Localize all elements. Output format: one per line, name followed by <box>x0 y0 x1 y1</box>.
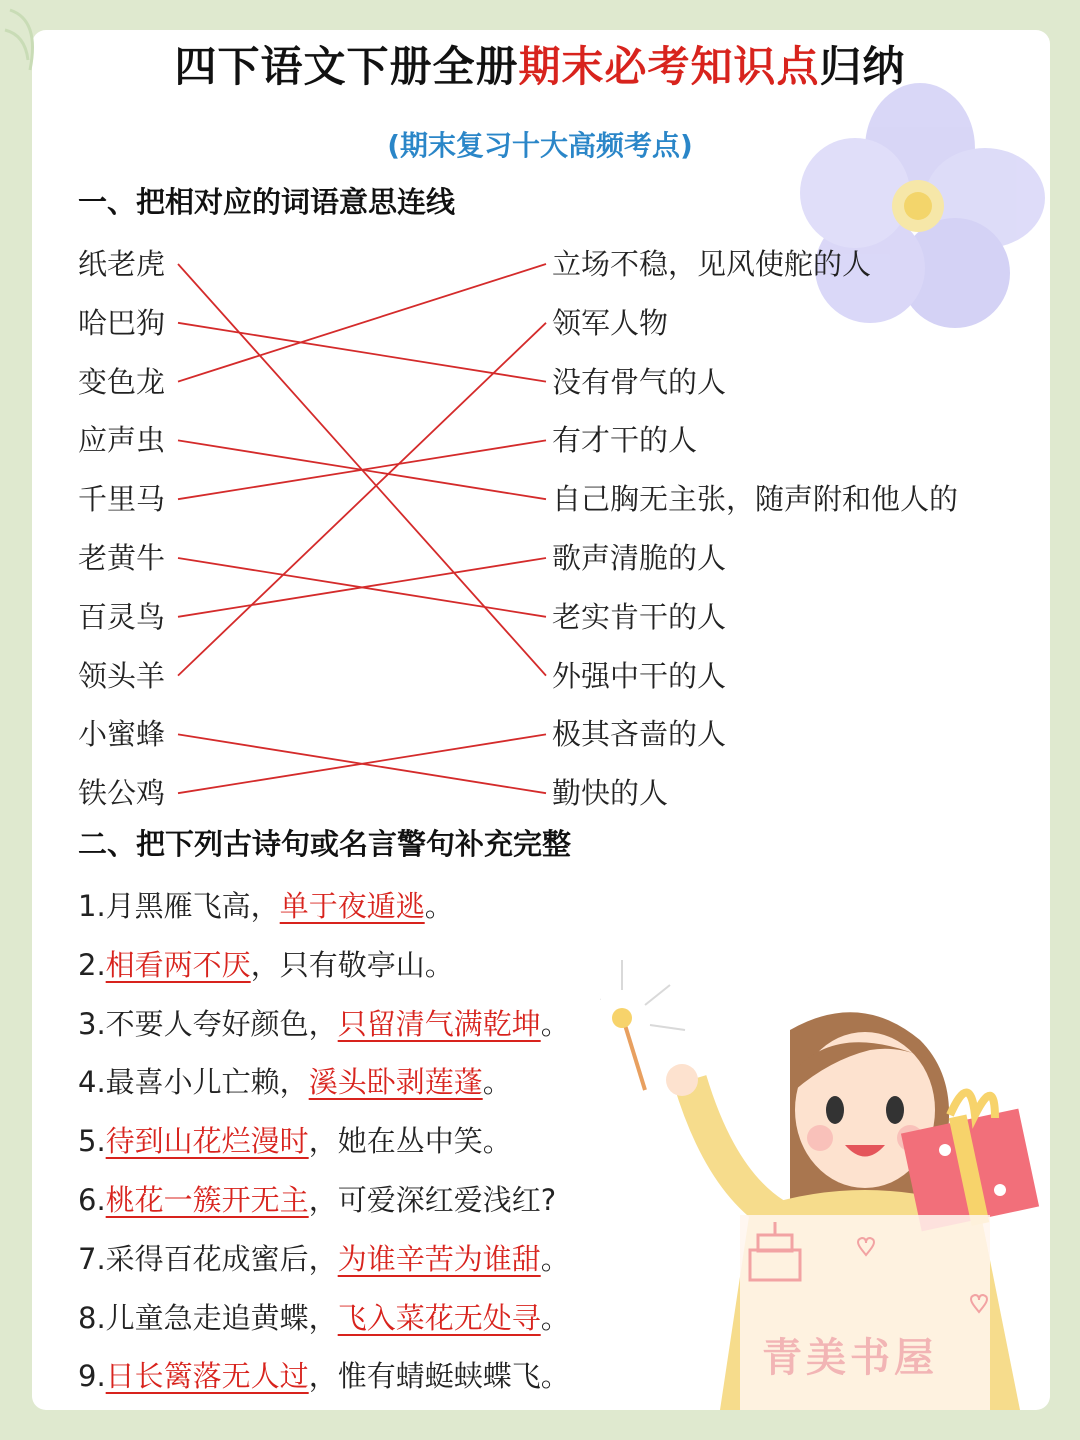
answer-text: 单于夜遁逃 <box>279 889 425 923</box>
answer-text: 待到山花烂漫时 <box>105 1124 309 1159</box>
verse-text: ，只有敬亭山。 <box>250 947 454 982</box>
verse-item <box>78 1062 512 1102</box>
left-word: 铁公鸡 <box>78 776 166 811</box>
right-meaning: 没有骨气的人 <box>552 364 727 399</box>
left-word: 百灵鸟 <box>78 599 166 634</box>
verse-number: 6. <box>78 1183 106 1217</box>
verse-text: 不要人夸好颜色， <box>105 1006 338 1041</box>
page-title: 四下语文下册全册期末必考知识点归纳 <box>174 42 906 91</box>
left-word: 领头羊 <box>78 658 166 693</box>
verse-text: 儿童急走追黄蝶， <box>105 1300 338 1335</box>
verse-number: 2. <box>78 947 106 982</box>
verse-item <box>78 1004 570 1044</box>
answer-text: 桃花一簇开无主 <box>105 1183 309 1217</box>
right-meaning: 歌声清脆的人 <box>552 541 727 575</box>
left-word: 老黄牛 <box>78 541 166 575</box>
verse-number: 5. <box>78 1124 106 1159</box>
right-meaning: 老实肯干的人 <box>552 599 727 634</box>
verse-text: 采得百花成蜜后， <box>105 1241 338 1276</box>
right-meaning: 极其吝啬的人 <box>552 717 727 752</box>
verse-text: ，她在丛中笑。 <box>308 1124 512 1159</box>
left-word: 小蜜蜂 <box>78 717 166 752</box>
left-word: 纸老虎 <box>78 247 166 281</box>
verse-number: 3. <box>78 1006 106 1041</box>
section2-heading: 二、把下列古诗句或名言警句补充完整 <box>78 827 572 861</box>
match-line <box>178 323 546 382</box>
right-meaning: 自己胸无主张，随声附和他人的 <box>552 482 959 517</box>
verse-item <box>78 1298 570 1338</box>
verse-text: ，可爱深红爱浅红? <box>308 1183 557 1217</box>
right-meaning: 有才干的人 <box>552 423 698 458</box>
right-meaning: 外强中干的人 <box>552 658 727 693</box>
verse-text: 最喜小儿亡赖， <box>105 1065 309 1100</box>
verse-text: ，惟有蜻蜓蛱蝶飞。 <box>308 1359 570 1394</box>
left-word: 应声虫 <box>78 423 166 458</box>
left-word: 千里马 <box>78 482 166 517</box>
verse-text: 。 <box>482 1065 512 1100</box>
answer-text: 相看两不厌 <box>105 947 251 982</box>
verse-number: 8. <box>78 1300 106 1335</box>
verse-item <box>78 1180 556 1220</box>
left-word: 变色龙 <box>78 364 166 399</box>
answer-text: 只留清气满乾坤 <box>337 1006 541 1041</box>
brand-watermark: 青美书屋 <box>762 1335 938 1381</box>
match-line <box>178 323 546 676</box>
verse-text: 月黑雁飞高， <box>105 889 280 923</box>
subtitle: (期末复习十大高频考点) <box>387 129 693 162</box>
verse-text: 。 <box>540 1300 570 1335</box>
answer-text: 溪头卧剥莲蓬 <box>308 1065 483 1100</box>
right-meaning: 勤快的人 <box>552 776 669 811</box>
section1-heading: 一、把相对应的词语意思连线 <box>78 185 456 219</box>
match-line <box>178 264 546 382</box>
verse-number: 9. <box>78 1359 106 1394</box>
verse-item <box>78 1121 512 1161</box>
verse-item <box>78 1356 570 1396</box>
left-word: 哈巴狗 <box>78 305 166 340</box>
verse-text: 。 <box>540 1241 570 1276</box>
verse-item <box>78 945 454 985</box>
verse-number: 7. <box>78 1241 106 1276</box>
right-meaning: 领军人物 <box>552 305 669 340</box>
verse-number: 4. <box>78 1065 106 1100</box>
answer-text: 日长篱落无人过 <box>105 1359 309 1394</box>
verse-text: 。 <box>424 889 454 923</box>
answer-text: 为谁辛苦为谁甜 <box>337 1241 541 1276</box>
answer-text: 飞入菜花无处寻 <box>337 1300 541 1335</box>
verse-number: 1. <box>78 889 106 923</box>
right-meaning: 立场不稳，见风使舵的人 <box>552 247 872 281</box>
verse-item <box>78 886 454 926</box>
verse-text: 。 <box>540 1006 570 1041</box>
verse-item <box>78 1239 570 1279</box>
